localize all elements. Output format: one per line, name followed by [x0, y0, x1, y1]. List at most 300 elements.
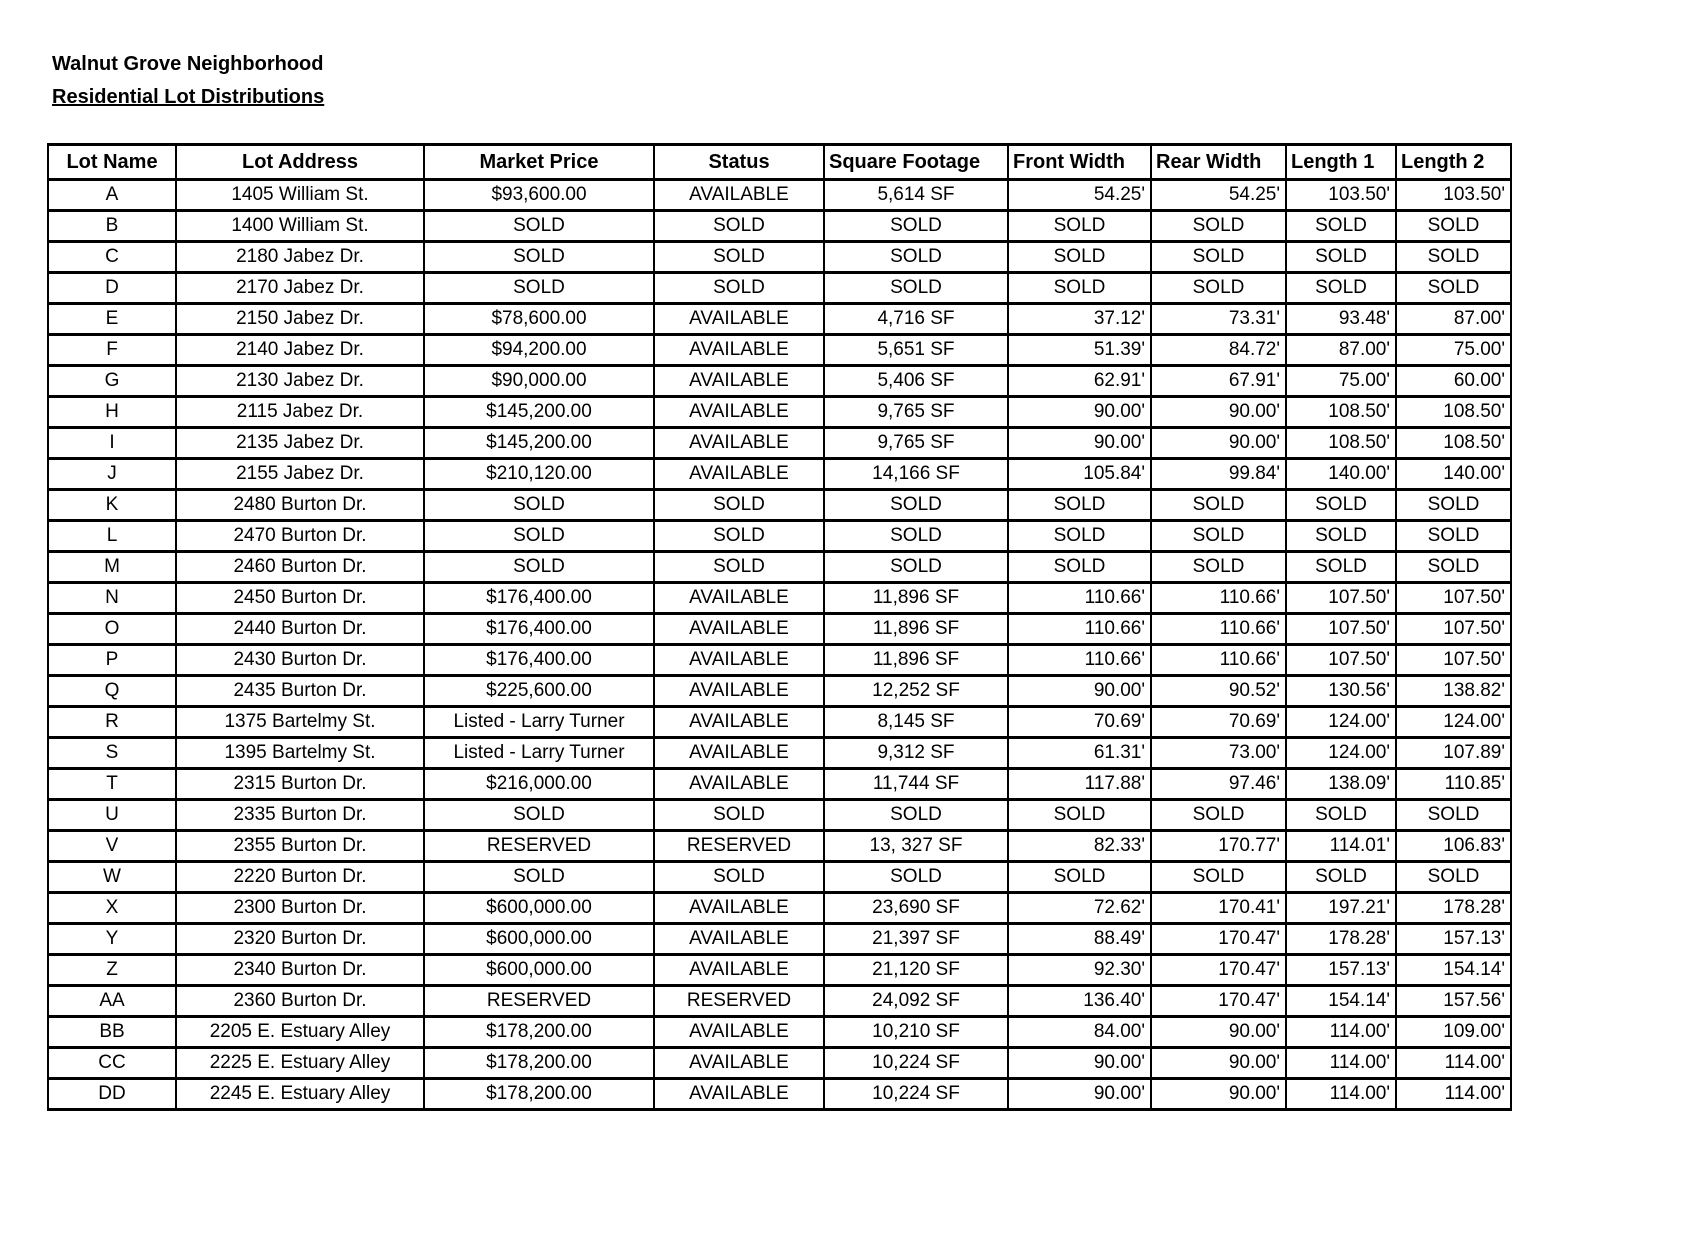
cell-V-front: 82.33' — [1008, 831, 1151, 862]
cell-M-price: SOLD — [424, 552, 654, 583]
lot-row-CC — [48, 1048, 1511, 1079]
cell-BB-len2: 109.00' — [1396, 1017, 1511, 1048]
cell-U-status: SOLD — [654, 800, 824, 831]
cell-CC-address: 2225 E. Estuary Alley — [176, 1048, 424, 1079]
cell-H-len1: 108.50' — [1286, 397, 1396, 428]
lot-row-V — [48, 831, 1511, 862]
cell-DD-status: AVAILABLE — [654, 1079, 824, 1110]
cell-D-name: D — [48, 273, 176, 304]
lot-row-L — [48, 521, 1511, 552]
cell-F-front: 51.39' — [1008, 335, 1151, 366]
lot-row-R — [48, 707, 1511, 738]
column-header-name: Lot Name — [48, 145, 176, 180]
cell-W-sqft: SOLD — [824, 862, 1008, 893]
cell-N-address: 2450 Burton Dr. — [176, 583, 424, 614]
cell-Z-address: 2340 Burton Dr. — [176, 955, 424, 986]
cell-T-name: T — [48, 769, 176, 800]
cell-X-sqft: 23,690 SF — [824, 893, 1008, 924]
cell-S-rear: 73.00' — [1151, 738, 1286, 769]
cell-I-sqft: 9,765 SF — [824, 428, 1008, 459]
cell-U-rear: SOLD — [1151, 800, 1286, 831]
cell-Q-front: 90.00' — [1008, 676, 1151, 707]
cell-K-sqft: SOLD — [824, 490, 1008, 521]
cell-O-status: AVAILABLE — [654, 614, 824, 645]
cell-X-rear: 170.41' — [1151, 893, 1286, 924]
cell-V-name: V — [48, 831, 176, 862]
cell-Q-name: Q — [48, 676, 176, 707]
cell-L-rear: SOLD — [1151, 521, 1286, 552]
cell-G-name: G — [48, 366, 176, 397]
lot-row-X — [48, 893, 1511, 924]
cell-F-price: $94,200.00 — [424, 335, 654, 366]
cell-O-name: O — [48, 614, 176, 645]
cell-I-rear: 90.00' — [1151, 428, 1286, 459]
cell-A-status: AVAILABLE — [654, 180, 824, 211]
cell-Y-len2: 157.13' — [1396, 924, 1511, 955]
cell-O-rear: 110.66' — [1151, 614, 1286, 645]
cell-R-price: Listed - Larry Turner — [424, 707, 654, 738]
cell-P-sqft: 11,896 SF — [824, 645, 1008, 676]
cell-J-len2: 140.00' — [1396, 459, 1511, 490]
cell-P-price: $176,400.00 — [424, 645, 654, 676]
lot-row-D — [48, 273, 1511, 304]
cell-H-rear: 90.00' — [1151, 397, 1286, 428]
cell-I-price: $145,200.00 — [424, 428, 654, 459]
cell-M-len1: SOLD — [1286, 552, 1396, 583]
page-title: Walnut Grove Neighborhood — [52, 53, 324, 75]
cell-T-front: 117.88' — [1008, 769, 1151, 800]
cell-N-front: 110.66' — [1008, 583, 1151, 614]
cell-L-address: 2470 Burton Dr. — [176, 521, 424, 552]
cell-N-name: N — [48, 583, 176, 614]
cell-G-address: 2130 Jabez Dr. — [176, 366, 424, 397]
cell-M-address: 2460 Burton Dr. — [176, 552, 424, 583]
cell-BB-rear: 90.00' — [1151, 1017, 1286, 1048]
cell-C-price: SOLD — [424, 242, 654, 273]
cell-Y-price: $600,000.00 — [424, 924, 654, 955]
cell-Y-len1: 178.28' — [1286, 924, 1396, 955]
cell-A-price: $93,600.00 — [424, 180, 654, 211]
cell-U-name: U — [48, 800, 176, 831]
lot-row-E — [48, 304, 1511, 335]
cell-CC-sqft: 10,224 SF — [824, 1048, 1008, 1079]
cell-DD-name: DD — [48, 1079, 176, 1110]
lot-row-M — [48, 552, 1511, 583]
cell-C-address: 2180 Jabez Dr. — [176, 242, 424, 273]
cell-C-status: SOLD — [654, 242, 824, 273]
cell-W-len2: SOLD — [1396, 862, 1511, 893]
cell-R-name: R — [48, 707, 176, 738]
cell-N-sqft: 11,896 SF — [824, 583, 1008, 614]
cell-Z-name: Z — [48, 955, 176, 986]
cell-A-sqft: 5,614 SF — [824, 180, 1008, 211]
cell-Q-len2: 138.82' — [1396, 676, 1511, 707]
cell-P-front: 110.66' — [1008, 645, 1151, 676]
cell-V-status: RESERVED — [654, 831, 824, 862]
lot-row-B — [48, 211, 1511, 242]
cell-U-price: SOLD — [424, 800, 654, 831]
cell-M-rear: SOLD — [1151, 552, 1286, 583]
cell-A-len2: 103.50' — [1396, 180, 1511, 211]
cell-O-price: $176,400.00 — [424, 614, 654, 645]
cell-J-rear: 99.84' — [1151, 459, 1286, 490]
cell-A-len1: 103.50' — [1286, 180, 1396, 211]
cell-W-len1: SOLD — [1286, 862, 1396, 893]
cell-H-address: 2115 Jabez Dr. — [176, 397, 424, 428]
cell-CC-status: AVAILABLE — [654, 1048, 824, 1079]
cell-K-front: SOLD — [1008, 490, 1151, 521]
cell-G-sqft: 5,406 SF — [824, 366, 1008, 397]
lot-row-U — [48, 800, 1511, 831]
cell-P-name: P — [48, 645, 176, 676]
cell-L-name: L — [48, 521, 176, 552]
cell-C-len2: SOLD — [1396, 242, 1511, 273]
lot-row-BB — [48, 1017, 1511, 1048]
cell-F-len2: 75.00' — [1396, 335, 1511, 366]
cell-B-address: 1400 William St. — [176, 211, 424, 242]
lot-row-A — [48, 180, 1511, 211]
cell-F-name: F — [48, 335, 176, 366]
cell-M-status: SOLD — [654, 552, 824, 583]
lot-row-J — [48, 459, 1511, 490]
cell-X-len1: 197.21' — [1286, 893, 1396, 924]
cell-Y-sqft: 21,397 SF — [824, 924, 1008, 955]
cell-S-address: 1395 Bartelmy St. — [176, 738, 424, 769]
cell-G-len2: 60.00' — [1396, 366, 1511, 397]
lot-row-Z — [48, 955, 1511, 986]
cell-Y-name: Y — [48, 924, 176, 955]
cell-N-price: $176,400.00 — [424, 583, 654, 614]
cell-Z-rear: 170.47' — [1151, 955, 1286, 986]
cell-C-sqft: SOLD — [824, 242, 1008, 273]
cell-N-len2: 107.50' — [1396, 583, 1511, 614]
cell-B-len1: SOLD — [1286, 211, 1396, 242]
cell-E-name: E — [48, 304, 176, 335]
column-header-status: Status — [654, 145, 824, 180]
cell-H-name: H — [48, 397, 176, 428]
cell-D-status: SOLD — [654, 273, 824, 304]
cell-U-sqft: SOLD — [824, 800, 1008, 831]
cell-K-status: SOLD — [654, 490, 824, 521]
cell-Z-price: $600,000.00 — [424, 955, 654, 986]
cell-A-front: 54.25' — [1008, 180, 1151, 211]
cell-AA-len1: 154.14' — [1286, 986, 1396, 1017]
cell-W-rear: SOLD — [1151, 862, 1286, 893]
lot-row-K — [48, 490, 1511, 521]
cell-W-status: SOLD — [654, 862, 824, 893]
cell-O-len2: 107.50' — [1396, 614, 1511, 645]
cell-X-len2: 178.28' — [1396, 893, 1511, 924]
cell-T-len1: 138.09' — [1286, 769, 1396, 800]
cell-J-len1: 140.00' — [1286, 459, 1396, 490]
cell-I-len2: 108.50' — [1396, 428, 1511, 459]
cell-Q-address: 2435 Burton Dr. — [176, 676, 424, 707]
column-header-price: Market Price — [424, 145, 654, 180]
cell-AA-rear: 170.47' — [1151, 986, 1286, 1017]
cell-BB-len1: 114.00' — [1286, 1017, 1396, 1048]
cell-R-len2: 124.00' — [1396, 707, 1511, 738]
cell-AA-sqft: 24,092 SF — [824, 986, 1008, 1017]
cell-T-len2: 110.85' — [1396, 769, 1511, 800]
cell-B-len2: SOLD — [1396, 211, 1511, 242]
cell-O-len1: 107.50' — [1286, 614, 1396, 645]
cell-Z-status: AVAILABLE — [654, 955, 824, 986]
cell-X-status: AVAILABLE — [654, 893, 824, 924]
cell-X-front: 72.62' — [1008, 893, 1151, 924]
cell-CC-rear: 90.00' — [1151, 1048, 1286, 1079]
cell-AA-front: 136.40' — [1008, 986, 1151, 1017]
cell-L-price: SOLD — [424, 521, 654, 552]
cell-H-price: $145,200.00 — [424, 397, 654, 428]
cell-J-status: AVAILABLE — [654, 459, 824, 490]
cell-Q-rear: 90.52' — [1151, 676, 1286, 707]
cell-T-sqft: 11,744 SF — [824, 769, 1008, 800]
cell-T-price: $216,000.00 — [424, 769, 654, 800]
sheet-titles — [52, 52, 324, 109]
cell-C-rear: SOLD — [1151, 242, 1286, 273]
column-header-len2: Length 2 — [1396, 145, 1511, 180]
cell-AA-status: RESERVED — [654, 986, 824, 1017]
cell-M-sqft: SOLD — [824, 552, 1008, 583]
cell-L-front: SOLD — [1008, 521, 1151, 552]
cell-W-front: SOLD — [1008, 862, 1151, 893]
lot-row-C — [48, 242, 1511, 273]
cell-W-price: SOLD — [424, 862, 654, 893]
column-header-len1: Length 1 — [1286, 145, 1396, 180]
cell-E-front: 37.12' — [1008, 304, 1151, 335]
cell-D-price: SOLD — [424, 273, 654, 304]
cell-E-rear: 73.31' — [1151, 304, 1286, 335]
cell-S-sqft: 9,312 SF — [824, 738, 1008, 769]
cell-K-rear: SOLD — [1151, 490, 1286, 521]
cell-P-len1: 107.50' — [1286, 645, 1396, 676]
cell-S-front: 61.31' — [1008, 738, 1151, 769]
cell-CC-len1: 114.00' — [1286, 1048, 1396, 1079]
cell-Y-front: 88.49' — [1008, 924, 1151, 955]
cell-W-address: 2220 Burton Dr. — [176, 862, 424, 893]
cell-D-address: 2170 Jabez Dr. — [176, 273, 424, 304]
cell-J-name: J — [48, 459, 176, 490]
cell-K-address: 2480 Burton Dr. — [176, 490, 424, 521]
cell-V-address: 2355 Burton Dr. — [176, 831, 424, 862]
cell-DD-price: $178,200.00 — [424, 1079, 654, 1110]
cell-B-status: SOLD — [654, 211, 824, 242]
lot-row-O — [48, 614, 1511, 645]
table-header-row — [48, 145, 1511, 180]
lot-row-S — [48, 738, 1511, 769]
cell-V-rear: 170.77' — [1151, 831, 1286, 862]
column-header-address: Lot Address — [176, 145, 424, 180]
cell-R-len1: 124.00' — [1286, 707, 1396, 738]
cell-V-sqft: 13, 327 SF — [824, 831, 1008, 862]
cell-U-address: 2335 Burton Dr. — [176, 800, 424, 831]
cell-J-address: 2155 Jabez Dr. — [176, 459, 424, 490]
cell-J-price: $210,120.00 — [424, 459, 654, 490]
cell-P-rear: 110.66' — [1151, 645, 1286, 676]
cell-N-status: AVAILABLE — [654, 583, 824, 614]
cell-Y-address: 2320 Burton Dr. — [176, 924, 424, 955]
cell-Z-len2: 154.14' — [1396, 955, 1511, 986]
cell-Y-rear: 170.47' — [1151, 924, 1286, 955]
cell-DD-len2: 114.00' — [1396, 1079, 1511, 1110]
cell-A-address: 1405 William St. — [176, 180, 424, 211]
lot-row-G — [48, 366, 1511, 397]
lot-row-DD — [48, 1079, 1511, 1110]
cell-L-len2: SOLD — [1396, 521, 1511, 552]
cell-K-price: SOLD — [424, 490, 654, 521]
cell-G-status: AVAILABLE — [654, 366, 824, 397]
cell-E-price: $78,600.00 — [424, 304, 654, 335]
cell-G-len1: 75.00' — [1286, 366, 1396, 397]
cell-B-price: SOLD — [424, 211, 654, 242]
cell-R-front: 70.69' — [1008, 707, 1151, 738]
cell-O-sqft: 11,896 SF — [824, 614, 1008, 645]
cell-D-len1: SOLD — [1286, 273, 1396, 304]
cell-L-status: SOLD — [654, 521, 824, 552]
cell-F-rear: 84.72' — [1151, 335, 1286, 366]
cell-H-front: 90.00' — [1008, 397, 1151, 428]
cell-AA-address: 2360 Burton Dr. — [176, 986, 424, 1017]
cell-L-len1: SOLD — [1286, 521, 1396, 552]
cell-A-name: A — [48, 180, 176, 211]
cell-T-rear: 97.46' — [1151, 769, 1286, 800]
cell-BB-price: $178,200.00 — [424, 1017, 654, 1048]
cell-I-len1: 108.50' — [1286, 428, 1396, 459]
cell-CC-len2: 114.00' — [1396, 1048, 1511, 1079]
cell-C-front: SOLD — [1008, 242, 1151, 273]
cell-F-address: 2140 Jabez Dr. — [176, 335, 424, 366]
cell-BB-name: BB — [48, 1017, 176, 1048]
cell-Q-sqft: 12,252 SF — [824, 676, 1008, 707]
cell-G-price: $90,000.00 — [424, 366, 654, 397]
cell-BB-address: 2205 E. Estuary Alley — [176, 1017, 424, 1048]
cell-F-len1: 87.00' — [1286, 335, 1396, 366]
cell-E-len1: 93.48' — [1286, 304, 1396, 335]
cell-E-len2: 87.00' — [1396, 304, 1511, 335]
cell-R-address: 1375 Bartelmy St. — [176, 707, 424, 738]
cell-K-len2: SOLD — [1396, 490, 1511, 521]
cell-J-front: 105.84' — [1008, 459, 1151, 490]
cell-C-len1: SOLD — [1286, 242, 1396, 273]
cell-AA-name: AA — [48, 986, 176, 1017]
cell-BB-front: 84.00' — [1008, 1017, 1151, 1048]
cell-Z-sqft: 21,120 SF — [824, 955, 1008, 986]
cell-Z-front: 92.30' — [1008, 955, 1151, 986]
lot-row-F — [48, 335, 1511, 366]
cell-DD-rear: 90.00' — [1151, 1079, 1286, 1110]
cell-D-front: SOLD — [1008, 273, 1151, 304]
cell-CC-front: 90.00' — [1008, 1048, 1151, 1079]
cell-X-address: 2300 Burton Dr. — [176, 893, 424, 924]
cell-DD-front: 90.00' — [1008, 1079, 1151, 1110]
cell-N-len1: 107.50' — [1286, 583, 1396, 614]
cell-Q-len1: 130.56' — [1286, 676, 1396, 707]
cell-R-rear: 70.69' — [1151, 707, 1286, 738]
cell-S-len2: 107.89' — [1396, 738, 1511, 769]
lot-row-I — [48, 428, 1511, 459]
cell-E-sqft: 4,716 SF — [824, 304, 1008, 335]
cell-S-price: Listed - Larry Turner — [424, 738, 654, 769]
cell-BB-sqft: 10,210 SF — [824, 1017, 1008, 1048]
page-subtitle: Residential Lot Distributions — [52, 86, 325, 108]
cell-D-len2: SOLD — [1396, 273, 1511, 304]
cell-P-status: AVAILABLE — [654, 645, 824, 676]
cell-X-price: $600,000.00 — [424, 893, 654, 924]
column-header-sqft: Square Footage — [824, 145, 1008, 180]
cell-Z-len1: 157.13' — [1286, 955, 1396, 986]
cell-A-rear: 54.25' — [1151, 180, 1286, 211]
cell-G-front: 62.91' — [1008, 366, 1151, 397]
cell-D-rear: SOLD — [1151, 273, 1286, 304]
lot-row-AA — [48, 986, 1511, 1017]
cell-F-status: AVAILABLE — [654, 335, 824, 366]
cell-B-rear: SOLD — [1151, 211, 1286, 242]
lot-distribution-table — [47, 143, 1512, 1111]
cell-Q-price: $225,600.00 — [424, 676, 654, 707]
column-header-rear: Rear Width — [1151, 145, 1286, 180]
lot-row-P — [48, 645, 1511, 676]
cell-I-front: 90.00' — [1008, 428, 1151, 459]
cell-DD-len1: 114.00' — [1286, 1079, 1396, 1110]
cell-BB-status: AVAILABLE — [654, 1017, 824, 1048]
cell-S-status: AVAILABLE — [654, 738, 824, 769]
cell-D-sqft: SOLD — [824, 273, 1008, 304]
cell-H-len2: 108.50' — [1396, 397, 1511, 428]
cell-U-len1: SOLD — [1286, 800, 1396, 831]
cell-E-status: AVAILABLE — [654, 304, 824, 335]
column-header-front: Front Width — [1008, 145, 1151, 180]
cell-O-address: 2440 Burton Dr. — [176, 614, 424, 645]
cell-CC-price: $178,200.00 — [424, 1048, 654, 1079]
lot-row-N — [48, 583, 1511, 614]
cell-L-sqft: SOLD — [824, 521, 1008, 552]
cell-U-front: SOLD — [1008, 800, 1151, 831]
cell-P-address: 2430 Burton Dr. — [176, 645, 424, 676]
cell-B-sqft: SOLD — [824, 211, 1008, 242]
cell-DD-sqft: 10,224 SF — [824, 1079, 1008, 1110]
cell-E-address: 2150 Jabez Dr. — [176, 304, 424, 335]
cell-R-status: AVAILABLE — [654, 707, 824, 738]
cell-G-rear: 67.91' — [1151, 366, 1286, 397]
cell-I-status: AVAILABLE — [654, 428, 824, 459]
cell-K-len1: SOLD — [1286, 490, 1396, 521]
cell-O-front: 110.66' — [1008, 614, 1151, 645]
lot-row-W — [48, 862, 1511, 893]
cell-P-len2: 107.50' — [1396, 645, 1511, 676]
cell-B-name: B — [48, 211, 176, 242]
cell-I-name: I — [48, 428, 176, 459]
cell-T-status: AVAILABLE — [654, 769, 824, 800]
cell-C-name: C — [48, 242, 176, 273]
cell-Y-status: AVAILABLE — [654, 924, 824, 955]
lot-row-T — [48, 769, 1511, 800]
cell-J-sqft: 14,166 SF — [824, 459, 1008, 490]
cell-M-name: M — [48, 552, 176, 583]
cell-V-len2: 106.83' — [1396, 831, 1511, 862]
cell-X-name: X — [48, 893, 176, 924]
cell-R-sqft: 8,145 SF — [824, 707, 1008, 738]
cell-V-price: RESERVED — [424, 831, 654, 862]
lot-row-H — [48, 397, 1511, 428]
cell-Q-status: AVAILABLE — [654, 676, 824, 707]
cell-AA-price: RESERVED — [424, 986, 654, 1017]
cell-V-len1: 114.01' — [1286, 831, 1396, 862]
cell-AA-len2: 157.56' — [1396, 986, 1511, 1017]
cell-S-name: S — [48, 738, 176, 769]
cell-H-status: AVAILABLE — [654, 397, 824, 428]
cell-H-sqft: 9,765 SF — [824, 397, 1008, 428]
cell-N-rear: 110.66' — [1151, 583, 1286, 614]
